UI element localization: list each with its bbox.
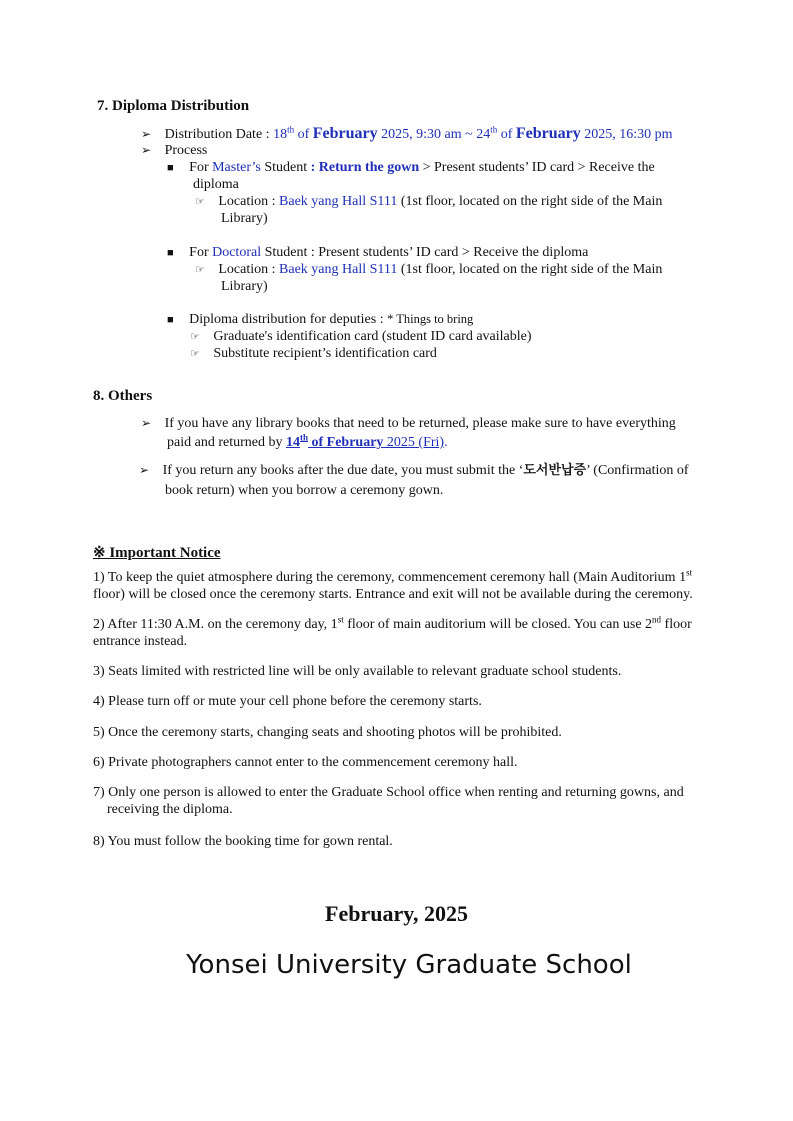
return-deadline-sup: th xyxy=(299,432,308,443)
masters-student: Student xyxy=(260,160,311,175)
return-deadline-day: 14 xyxy=(285,435,300,450)
deputy-things-to-bring: * Things to bring xyxy=(387,312,474,326)
masters-for: For xyxy=(189,160,213,175)
doctoral-for: For xyxy=(189,245,213,260)
notice-6: 6) Private photographers cannot enter to the commencement ceremony hall. xyxy=(93,755,518,770)
doctoral-word: Doctoral xyxy=(212,245,262,260)
footer-date: February, 2025 xyxy=(325,901,468,926)
arrow-bullet-icon: ➢ xyxy=(141,143,152,157)
notice-7-line-2: receiving the diploma. xyxy=(107,802,233,817)
date1-sup: th xyxy=(287,124,295,135)
others-item-2-line-2: book return) when you borrow a ceremony gown. xyxy=(165,483,444,498)
masters-return-gown: : Return the gown xyxy=(310,160,420,175)
notice-2-sup-1: st xyxy=(337,614,344,625)
doctoral-rest: Student : Present students’ ID card > Receive the diploma xyxy=(261,245,589,260)
others-item-2-text-b: ’ (Confirmation of xyxy=(586,463,689,478)
date1-day: 18 xyxy=(273,127,288,142)
date2-sup: th xyxy=(490,124,498,135)
others-item-1-line-2 xyxy=(167,432,448,451)
location-2-hall: Baek yang Hall S111 xyxy=(279,262,398,277)
square-bullet-icon: ■ xyxy=(167,162,174,174)
pointing-hand-icon: ☞ xyxy=(190,331,200,343)
date2-month: February xyxy=(515,125,581,142)
square-bullet-icon: ■ xyxy=(167,247,174,259)
notice-2-line-2: entrance instead. xyxy=(93,634,188,649)
location-2-rest: (1st floor, located on the right side of the Main xyxy=(397,262,663,277)
deputy-item-1 xyxy=(190,329,532,345)
location-2-label: Location : xyxy=(218,262,280,277)
others-item-1 xyxy=(141,416,676,432)
notice-2-sup-2: nd xyxy=(652,614,662,625)
footer-school-name: Yonsei University Graduate School xyxy=(186,950,632,980)
location-1-label: Location : xyxy=(218,194,280,209)
deputy-label: Diploma distribution for deputies : xyxy=(189,312,388,327)
arrow-bullet-icon: ➢ xyxy=(139,463,150,477)
pointing-hand-icon: ☞ xyxy=(190,348,200,360)
location-1-line xyxy=(195,194,662,210)
square-bullet-icon: ■ xyxy=(167,314,174,326)
others-item-1-text-b: paid and returned by xyxy=(167,435,286,450)
arrow-bullet-icon: ➢ xyxy=(141,127,152,141)
location-1-hall: Baek yang Hall S111 xyxy=(279,194,398,209)
deputy-item-1-text: Graduate's identification card (student ID card available) xyxy=(213,329,532,344)
others-item-2 xyxy=(139,459,689,479)
location-2-line xyxy=(195,262,662,278)
location-1-line-2: Library) xyxy=(221,211,268,226)
others-item-2-text-a: If you return any books after the due date, you must submit the ‘ xyxy=(162,463,524,478)
notice-1-line-2: floor) will be closed once the ceremony starts. Entrance and exit will not be available during the ceremony. xyxy=(93,587,693,602)
deputy-item-2 xyxy=(190,346,437,362)
date2-of: of xyxy=(497,127,516,142)
notice-8: 8) You must follow the booking time for gown rental. xyxy=(93,834,393,849)
notice-2-line-1 xyxy=(93,614,692,633)
return-deadline-rest: 2025 (Fri) xyxy=(383,435,445,450)
masters-line-2: diploma xyxy=(193,177,239,192)
pointing-hand-icon: ☞ xyxy=(195,264,205,276)
location-1-rest: (1st floor, located on the right side of the Main xyxy=(397,194,663,209)
return-deadline-month: of February xyxy=(307,435,384,450)
process-line xyxy=(141,143,207,159)
others-item-1-text-a: If you have any library books that need to be returned, please make sure to have everything xyxy=(164,416,676,431)
arrow-bullet-icon: ➢ xyxy=(141,416,152,430)
notice-2-text-end: floor xyxy=(661,617,692,632)
date1-month: February xyxy=(312,125,378,142)
date1-rest: 2025, 9:30 am ~ 24 xyxy=(377,127,491,142)
deputy-line xyxy=(167,312,473,328)
notice-1-text-a: 1) To keep the quiet atmosphere during the ceremony, commencement ceremony hall (Main Auditorium 1 xyxy=(93,570,687,585)
notice-1-line-1 xyxy=(93,567,693,586)
distribution-date-line xyxy=(141,125,673,143)
return-deadline-period: . xyxy=(444,435,448,450)
date1-of: of xyxy=(294,127,313,142)
masters-line xyxy=(167,160,655,176)
notice-4: 4) Please turn off or mute your cell phone before the ceremony starts. xyxy=(93,694,482,709)
distribution-date-label: Distribution Date : xyxy=(164,127,274,142)
notice-2-text-a: 2) After 11:30 A.M. on the ceremony day, 1 xyxy=(93,617,338,632)
date2-rest: 2025, 16:30 pm xyxy=(580,127,673,142)
pointing-hand-icon: ☞ xyxy=(195,196,205,208)
notice-7-line-1: 7) Only one person is allowed to enter the Graduate School office when renting and returning gowns, and xyxy=(93,785,684,800)
masters-word: Master’s xyxy=(212,160,261,175)
confirmation-korean-term: 도서반납증 xyxy=(523,463,587,478)
notice-2-text-mid: floor of main auditorium will be closed. You can use 2 xyxy=(343,617,653,632)
notice-3: 3) Seats limited with restricted line will be only available to relevant graduate school students. xyxy=(93,664,622,679)
deputy-item-2-text: Substitute recipient’s identification card xyxy=(213,346,437,361)
location-2-line-2: Library) xyxy=(221,279,268,294)
masters-rest: > Present students’ ID card > Receive the xyxy=(419,160,655,175)
process-label: Process xyxy=(164,143,208,158)
section-7-heading: 7. Diploma Distribution xyxy=(97,98,250,114)
section-8-heading: 8. Others xyxy=(93,388,153,404)
notice-5: 5) Once the ceremony starts, changing seats and shooting photos will be prohibited. xyxy=(93,725,562,740)
doctoral-line xyxy=(167,245,588,261)
notice-1-sup: st xyxy=(686,567,693,578)
important-notice-heading: ※ Important Notice xyxy=(93,545,221,561)
